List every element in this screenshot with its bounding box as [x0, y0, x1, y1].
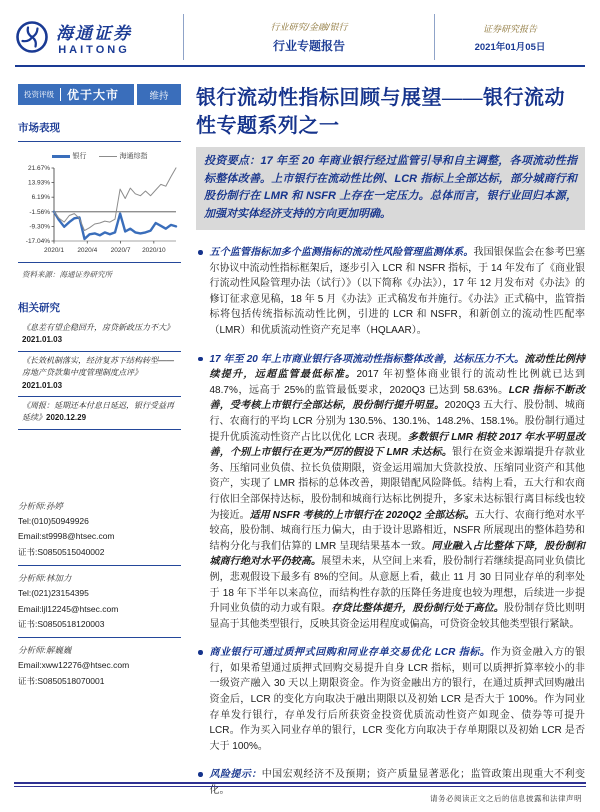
legend-label: 银行 — [72, 153, 87, 160]
analyst-name: 分析师:解巍巍 — [18, 645, 72, 656]
bullet-segment-bold: LCR 指标不断改善，受考核上市银行全部达标，股份制行提升明显。 — [209, 384, 585, 412]
content — [18, 84, 585, 812]
report-type: 行业专题报告 — [272, 39, 345, 53]
legend-swatch-index — [99, 156, 117, 157]
footer-disclaimer: 请务必阅读正文之后的信息披露和法律声明 — [430, 794, 582, 803]
related-research-list — [18, 319, 181, 430]
bullet-segment-normal: 股份制存贷比则明显高于其他类型银行，反映其资金运用程度或偏高，可贷资金较其他类型银行紧缺。 — [209, 603, 586, 630]
bullet-segment-bold: 多数银行 LMR 相较 2017 年水平明显改善，个别上市银行在更为严厉的假设下 LMR 未达标。 — [209, 431, 585, 459]
related-research-title: 《长效机制落实，经济复苏下结构转型——房地产贷款集中度管理制度点评》 — [22, 355, 174, 378]
report-date: 2021年01月05日 — [474, 41, 546, 53]
logo-en-text: HAITONG — [58, 43, 130, 56]
x-axis-tick-label: 2020/1 — [44, 247, 64, 254]
haitong-logo-icon — [15, 20, 49, 54]
bullet-item — [196, 352, 585, 633]
analyst-detail: Tel:(010)50949926 — [18, 516, 89, 527]
chart-legend — [18, 151, 181, 161]
page-title — [196, 84, 585, 141]
analyst-detail: Tel:(021)23154395 — [18, 588, 89, 599]
bullet-dot — [198, 650, 203, 655]
related-research-title: 《周报：延期还本付息日延迟，银行受益再延续》 — [22, 400, 174, 423]
related-research-item — [18, 352, 181, 397]
related-research-heading: 相关研究 — [18, 303, 60, 314]
bullet-segment-normal: 中国宏观经济不及预期；资产质量显著恶化；监管政策出现重大不利变化。 — [209, 769, 586, 797]
bullet-segment-normal: 2017 年初整体商业银行的流动性比例就已达到 48.7%，远高于 25%的监管最低要求，2020Q3 已达到 58.63%。 — [209, 369, 586, 396]
bullet-segment-lead: 17 年至 20 年上市商业银行各项流动性指标整体改善，达标压力不大。 — [209, 353, 525, 365]
haitong-logo — [15, 12, 183, 62]
bullet-dot — [198, 772, 203, 777]
bullet-segment-bold: 适用 NSFR 考核的上市银行在 2020Q2 全部达标。 — [249, 509, 475, 521]
bullet-text — [210, 245, 586, 339]
logo-text — [56, 19, 132, 56]
rating-status: 维持 — [137, 84, 181, 105]
bullet-text — [210, 645, 586, 754]
header-rule — [15, 65, 585, 67]
header-center — [184, 12, 434, 62]
analyst-detail: 证书:S0850515040002 — [18, 546, 105, 557]
y-axis-tick-label: 21.67% — [27, 165, 50, 172]
report-page — [0, 12, 600, 812]
analyst-detail: Email:st9998@htsec.com — [18, 531, 115, 542]
analyst-detail: 证书:S0850518070001 — [18, 675, 105, 686]
sidebar — [18, 84, 181, 812]
rating-bar — [18, 84, 181, 105]
legend-swatch-bank — [52, 155, 70, 158]
legend-label: 海通综指 — [119, 153, 148, 160]
related-research-section — [18, 298, 181, 316]
main-column — [196, 84, 585, 812]
analyst-block — [18, 565, 181, 637]
bullet-item — [196, 645, 585, 754]
bullet-item — [196, 245, 585, 339]
analyst-block — [18, 637, 181, 694]
related-research-item — [18, 319, 181, 352]
bullet-segment-normal: 我国银保监会在参考巴塞尔协议中流动性指标框架后，逐步引入 LCR 和 NSFR 指标，于 14 年发布了《商业银行流动性风险管理办法（试行）》（以下简称《办法》），17 年 12 月发布对《办法》的修订征求意见稿，18 年 5 月《办法》正式稿发布并施行。《办法》正式稿中，监管指标将包括传统指标流动性比例，引进的 LCR 和 NSFR，和新创立的流动性匹配率（LMR）和优质流动性资产充足率（HQLAAR）。 — [209, 247, 586, 336]
bullet-dot — [198, 357, 203, 362]
bullet-segment-normal: 展望未来，从空间上来看，股份制行若继续提高同业负债比例，悲观假设下最多有 8%的空间。从意愿上看，截止 11 月 30 日同业存单的利率处于 18 年下半年以来高位，而结构性存款的压降任务进度也较为理想，后续进一步提升同业负债的动力或有限。 — [209, 556, 586, 615]
y-axis-tick-label: -1.56% — [29, 208, 50, 216]
series-line-bank — [54, 212, 176, 239]
rating-left — [18, 84, 134, 105]
related-research-title: 《息差有望企稳回升，房贷新政压力不大》 — [22, 323, 174, 332]
analyst-name: 分析师:林加力 — [18, 572, 72, 583]
analyst-detail: Email:xww12276@htsec.com — [18, 660, 130, 671]
industry-breadcrumb: 行业研究/金融/银行 — [270, 22, 348, 32]
bullet-segment-bold: 流动性比例持续提升，远超监管最低标准。 — [209, 353, 585, 381]
bullet-segment-lead: 风险提示： — [209, 769, 262, 781]
y-axis-tick-label: -9.30% — [29, 223, 50, 231]
bullet-segment-normal: 作为资金融入方的银行，如果希望通过质押式回购交易提升自身 LCR 指标，则可以质押折算率较小的非一级资产融入 30 天以上期限资金。作为资金融出方的银行，在通过质押式回购融出资金后，LCR 的变化方向取决于融出期限以及初始 LCR 是否大于 100%。作为同业存单发行银行，存单发行后所获资金投资优质流动性资产如现金、债券等可提升 LCR。作为买入同业存单的银行，LCR 变化方向取决于存单期限以及初始 LCR 是否大于 100%。 — [209, 647, 585, 752]
bullet-dot — [198, 250, 203, 255]
rating-label: 投资评级 — [24, 90, 54, 99]
market-performance-section — [18, 118, 181, 142]
analyst-detail: Email:ljl12245@htsec.com — [18, 603, 119, 614]
legend-item — [99, 151, 148, 161]
related-research-item — [18, 397, 181, 430]
related-research-date: 2020.12.29 — [46, 413, 87, 423]
market-performance-chart — [18, 163, 181, 259]
header-right — [435, 12, 585, 62]
bullet-segment-normal: 2020Q3 五大行、股份制、城商行、农商行的平均 LCR 分别为 130.5%、130.1%、148.2%、158.1%。股份制行通过提升优质流动性资产占比以优化 LCR 表现。 — [209, 400, 585, 443]
key-points-box: 投资要点：17 年至 20 年商业银行经过监管引导和自主调整，各项流动性指标整体改善。上市银行在流动性比例、LCR 指标上全部达标，部分城商行和股份制行在 LMR 和 NSFR 上存在一定压力。总体而言，银行业回归本源，加强对实体经济支持的方向更加明确。 — [196, 147, 585, 230]
rating-value: 优于大市 — [67, 88, 120, 102]
x-axis-tick-label: 2020/7 — [110, 247, 131, 254]
bullet-segment-normal: 五大行、农商行绝对水平较高，股份制、城商行压力偏大，由于设计思路相近，NSFR 所展现出的整体趋势和结构分化与我们估算的 LMR 呈现结果基本一致。 — [209, 509, 586, 552]
analyst-block — [18, 494, 181, 565]
legend-item — [52, 151, 87, 161]
market-performance-heading: 市场表现 — [18, 123, 60, 134]
analyst-detail: 证书:S0850518120003 — [18, 618, 105, 629]
page-title-line2: 性专题系列之一 — [196, 115, 340, 138]
bullet-segment-normal: 银行在资金来源端提升存款业务、压缩同业负债、拉长负债期限，资金运用端加大贷款投放、压缩同业资产和其他资产，实现了 LMR 指标的总体改善，期限错配风险降低。结构上看，五大行和农商行依旧全部保持达标，股份制和城商行达标比例提升，多家未达标银行离目标线也较为接近。 — [209, 447, 586, 521]
y-axis-tick-label: 13.93% — [27, 179, 50, 187]
related-research-date: 2021.01.03 — [22, 380, 63, 390]
bullet-text — [210, 352, 586, 633]
bullet-segment-lead: 五个监管指标加多个监测指标的流动性风险管理监测体系。 — [209, 247, 474, 259]
bullet-segment-bold: 存贷比整体提升，股份制行处于高位。 — [331, 603, 504, 615]
chart-bottom-rule — [18, 262, 181, 263]
bullet-segment-bold: 同业融入占比整体下降，股份制和城商行绝对水平仍较高。 — [209, 540, 585, 568]
bullet-list — [196, 245, 585, 799]
analyst-list — [18, 494, 181, 694]
footer-rule — [14, 782, 586, 787]
header — [15, 12, 585, 62]
y-axis-tick-label: 6.19% — [31, 194, 50, 202]
y-axis-tick-label: -17.04% — [25, 238, 50, 245]
page-title-line1: 银行流动性指标回顾与展望——银行流动 — [196, 87, 565, 109]
bullet-segment-lead: 商业银行可通过质押式回购和同业存单交易优化 LCR 指标。 — [209, 647, 491, 659]
x-axis-tick-label: 2020/10 — [142, 247, 166, 254]
report-label: 证券研究报告 — [482, 23, 537, 34]
analyst-name: 分析师:孙婷 — [18, 500, 63, 511]
logo-cn-text: 海通证券 — [56, 23, 132, 43]
rating-separator — [60, 88, 61, 101]
source-note: 资料来源：海通证券研究所 — [22, 270, 112, 279]
x-axis-tick-label: 2020/4 — [77, 247, 98, 254]
related-research-date: 2021.01.03 — [22, 335, 63, 345]
